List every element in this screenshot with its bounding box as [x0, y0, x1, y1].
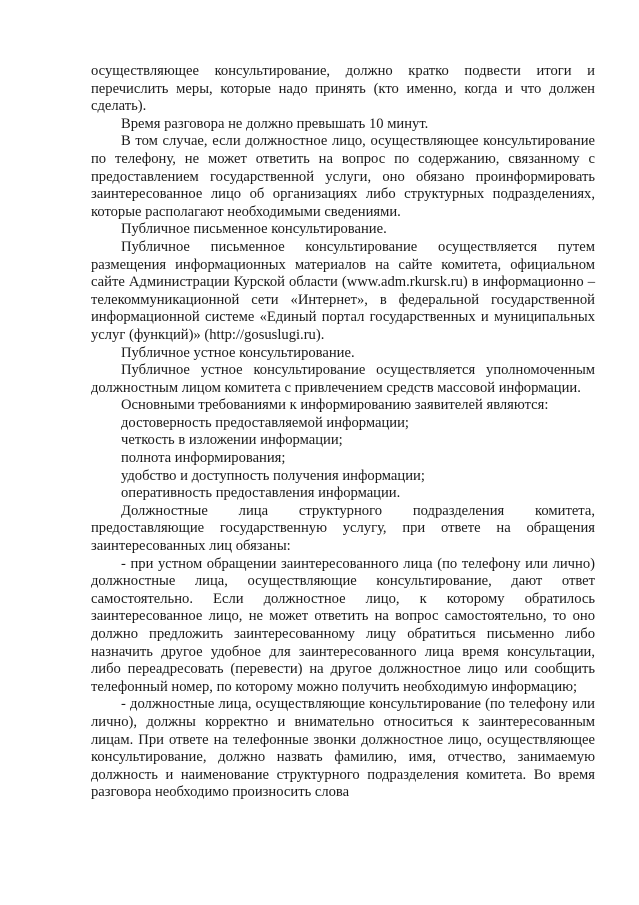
document-paragraph: Должностные лица структурного подразделения комитета, предоставляющие государственную услугу, при ответе на обращения заинтересованных лиц обязаны:: [91, 502, 595, 555]
document-paragraph: Публичное письменное консультирование осуществляется путем размещения информационных материалов на сайте комитета, официальном сайте Администрации Курской области (www.adm.rkursk.ru) в информационно – телекоммуникационной сети «Интернет», в федеральной государственной информационной системе «Единый портал государственных и муниципальных услуг (функций)» (http://gosuslugi.ru).: [91, 238, 595, 343]
document-paragraph: - должностные лица, осуществляющие консультирование (по телефону или лично), должны корректно и внимательно относиться к заинтересованным лицам. При ответе на телефонные звонки должностное лицо, осуществляющее консультирование, должно назвать фамилию, имя, отчество, занимаемую должность и наименование структурного подразделения комитета. Во время разговора необходимо произносить слова: [91, 696, 595, 801]
document-paragraph: В том случае, если должностное лицо, осуществляющее консультирование по телефону, не может ответить на вопрос по содержанию, связанному с предоставлением государственной услуги, оно обязано проинформировать заинтересованное лицо об организациях либо структурных подразделениях, которые располагают необходимыми сведениями.: [91, 133, 595, 220]
document-paragraph: четкость в изложении информации;: [121, 432, 343, 449]
document-paragraph: удобство и доступность получения информации;: [121, 467, 425, 484]
document-paragraph: - при устном обращении заинтересованного лица (по телефону или лично) должностные лица, осуществляющие консультирование, дают ответ самостоятельно. Если должностное лицо, к которому обратилось заинтересованное лицо, не может ответить на вопрос самостоятельно, то оно должно предложить заинтересованному лицу обратиться письменно либо назначить другое удобное для заинтересованного лица время консультации, либо переадресовать (перевести) на другое должностное лицо или сообщить телефонный номер, по которому можно получить необходимую информацию;: [91, 555, 595, 695]
document-paragraph: достоверность предоставляемой информации;: [121, 414, 409, 431]
document-paragraph: Основными требованиями к информированию заявителей являются:: [121, 397, 549, 414]
document-paragraph: оперативность предоставления информации.: [121, 485, 401, 502]
document-paragraph: Публичное устное консультирование осуществляется уполномоченным должностным лицом комитета с привлечением средств массовой информации.: [91, 362, 595, 396]
document-paragraph: Публичное письменное консультирование.: [121, 221, 387, 238]
document-paragraph: Время разговора не должно превышать 10 минут.: [121, 115, 429, 132]
document-paragraph: осуществляющее консультирование, должно кратко подвести итоги и перечислить меры, которые надо принять (кто именно, когда и что должен сделать).: [91, 63, 595, 115]
document-paragraph: Публичное устное консультирование.: [121, 344, 355, 361]
document-paragraph: полнота информирования;: [121, 450, 286, 467]
document-body: [91, 63, 595, 802]
